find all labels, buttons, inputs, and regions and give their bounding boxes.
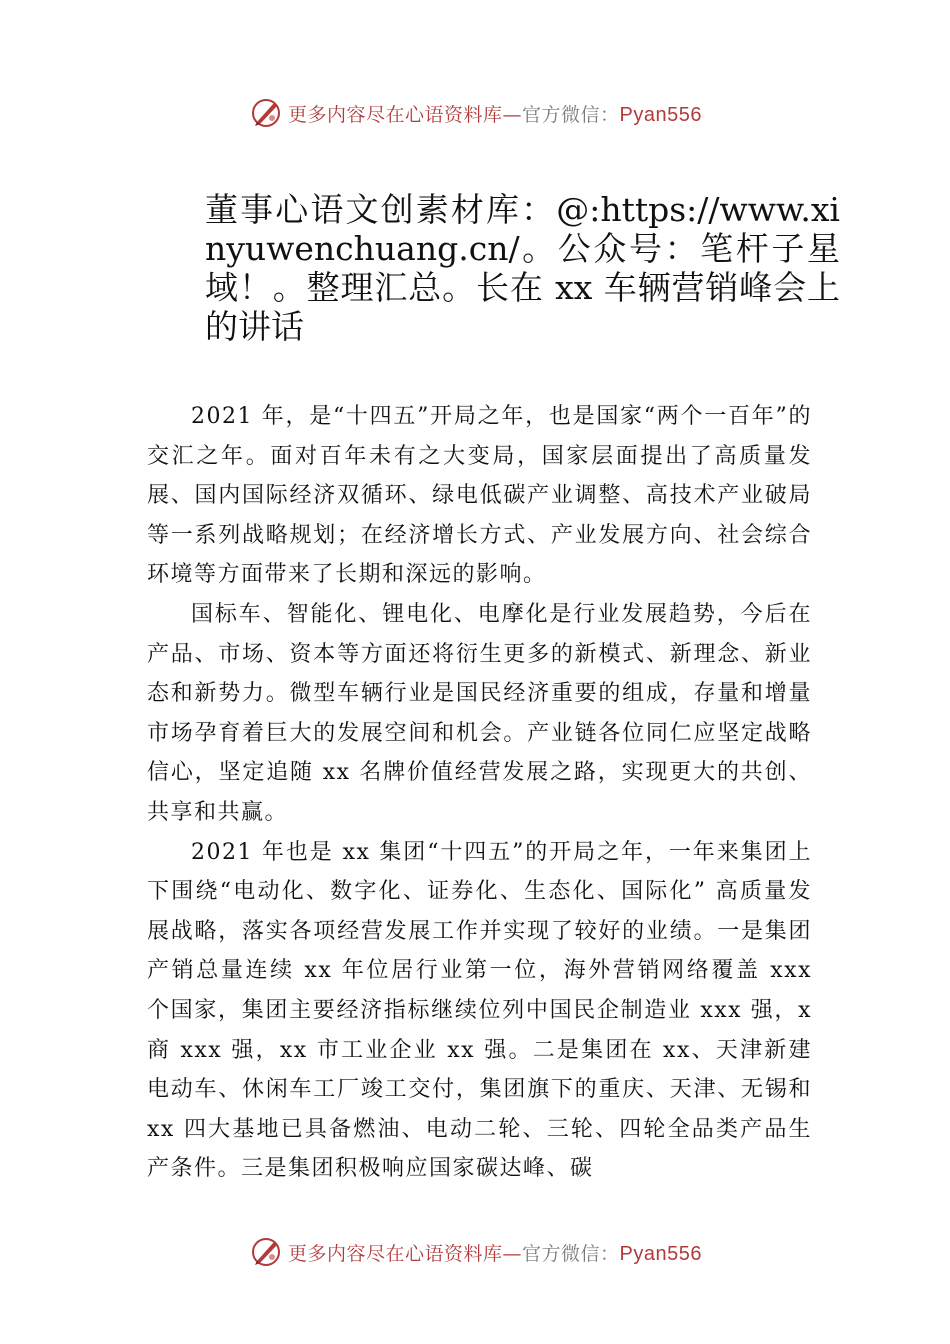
header-banner [0,93,950,133]
header-banner-text: 更多内容尽在心语资料库—官方微信：Pyan556 [288,103,702,126]
paragraph-2: 国标车、智能化、锂电化、电摩化是行业发展趋势，今后在产品、市场、资本等方面还将衍生更多的新模式、新理念、新业态和新势力。微型车辆行业是国民经济重要的组成，存量和增量市场孕育着巨大的发展空间和机会。产业链各位同仁应坚定战略信心，坚定追随 xx 名牌价值经营发展之路，实现更大的共创、共享和共赢。 [147,601,812,825]
footer-banner [0,1232,950,1272]
paragraph-3: 2021 年也是 xx 集团“十四五”的开局之年，一年来集团上下围绕“电动化、数字化、证券化、生态化、国际化” 高质量发展战略，落实各项经营发展工作并实现了较好的业绩。一是集团产销总量连续 xx 年位居行业第一位，海外营销网络覆盖 xxx 个国家，集团主要经济指标继续位列中国民企制造业 xxx 强，x 商 xxx 强，xx 市工业企业 xx 强。二是集团在 xx、天津新建电动车、休闲车工厂竣工交付，集团旗下的重庆、天津、无锡和 xx 四大基地已具备燃油、电动二轮、三轮、四轮全品类产品生产条件。三是集团积极响应国家碳达峰、碳 [147,839,812,1182]
paragraph-1: 2021 年，是“十四五”开局之年，也是国家“两个一百年”的交汇之年。面对百年未有之大变局，国家层面提出了高质量发展、国内国际经济双循环、绿电低碳产业调整、高技术产业破局等一系列战略规划；在经济增长方式、产业发展方向、社会综合环境等方面带来了长期和深远的影响。 [147,404,812,588]
document-title: 董事心语文创素材库：@:https://www.xinyuwenchuang.cn/。公众号：笔杆子星域！。整理汇总。长在 xx 车辆营销峰会上的讲话 [205,190,840,346]
footer-banner-text: 更多内容尽在心语资料库—官方微信：Pyan556 [288,1242,702,1265]
document-body [147,397,812,1189]
pen-logo-icon [248,1234,284,1270]
pen-logo-icon [248,95,284,131]
